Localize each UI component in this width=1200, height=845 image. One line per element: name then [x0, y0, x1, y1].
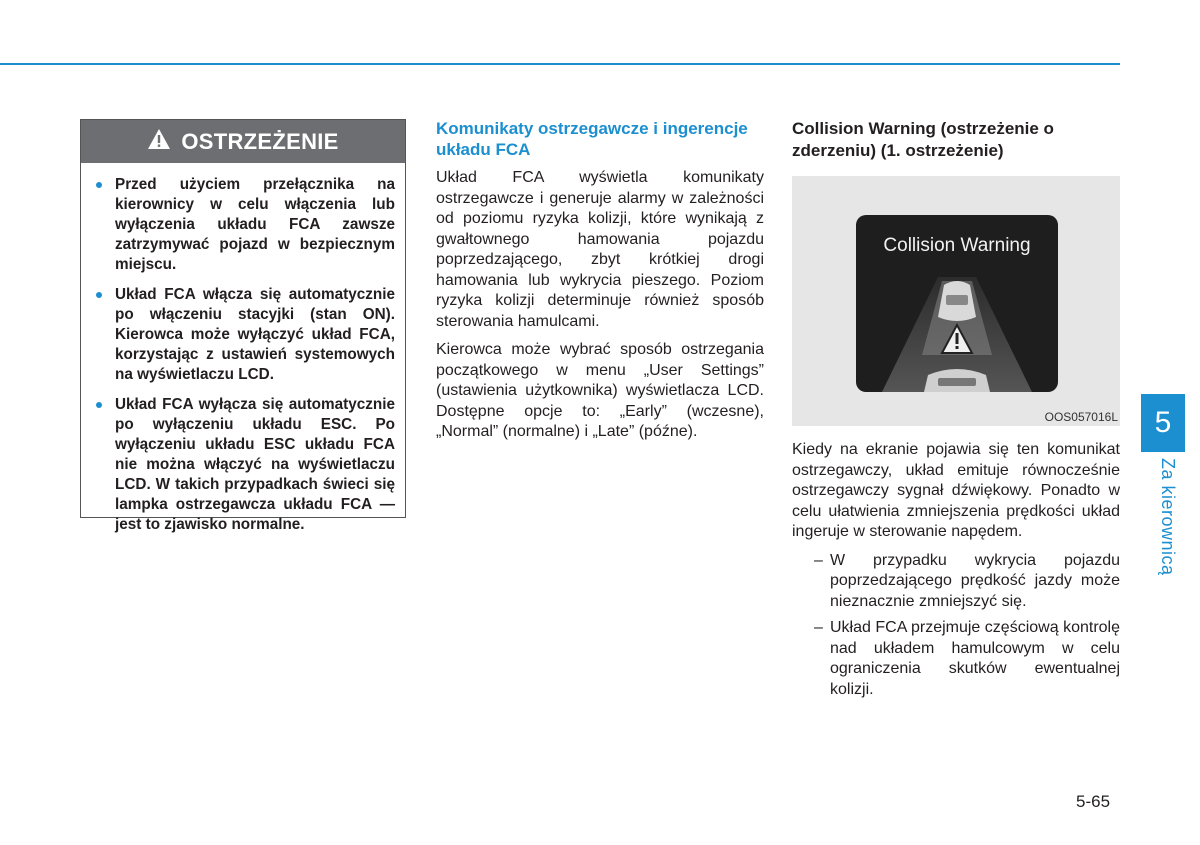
warning-item: Przed użyciem przełącznika na kierownicy w celu włączenia lub wyłączenia układu FCA zawsze zatrzymywać pojazd w bezpiecznym miejscu. [95, 175, 395, 275]
section-heading: Komunikaty ostrzegawcze i ingerencje układu FCA [436, 119, 748, 159]
middle-column [436, 118, 764, 451]
body-paragraph: Kierowca może wybrać sposób ostrzegania początkowego w menu „User Settings” (ustawienia użytkownika) wyświetlacza LCD. Dostępne opcje to: „Early” (wczesne), „Normal” (normalne) i „Late” (późne). [436, 341, 764, 440]
chapter-tab: 5 [1141, 394, 1185, 452]
chapter-label: Za kierownicą [1158, 458, 1178, 576]
list-item: – W przypadku wykrycia pojazdu poprzedzającego prędkość jazdy może nieznacznie zmniejszyć się. [814, 551, 1120, 613]
display-message: Collision Warning [883, 235, 1031, 256]
road-scene-illustration [856, 215, 1058, 392]
cluster-display [856, 215, 1058, 392]
right-column [792, 118, 1120, 706]
header-rule [0, 63, 1120, 65]
list-item: – Układ FCA przejmuje częściową kontrolę nad układem hamulcowym w celu ograniczenia skutków ewentualnej kolizji. [814, 618, 1120, 700]
collision-warning-figure [792, 176, 1120, 426]
warning-item: Układ FCA włącza się automatycznie po włączeniu stacyjki (stan ON). Kierowca może wyłączyć układ FCA, korzystając z ustawień systemowych na wyświetlaczu LCD. [95, 285, 395, 385]
warning-header [81, 120, 405, 163]
warning-item: Układ FCA wyłącza się automatycznie po wyłączeniu układu ESC. Po wyłączeniu układu ESC układu FCA nie można włączyć na wyświetlaczu LCD. W takich przypadkach świeci się lampka ostrzegawcza układu FCA — jest to zjawisko normalne. [95, 395, 395, 535]
warning-triangle-icon [147, 128, 171, 155]
warning-list [81, 163, 405, 535]
warning-title: OSTRZEŻENIE [181, 128, 339, 154]
body-paragraph: Układ FCA wyświetla komunikaty ostrzegawcze i generuje alarmy w zależności od poziomu ryzyka kolizji, które wynikają z gwałtownego hamowania pojazdu poprzedzającego, zbyt krótkiej drogi hamowania lub wykrycia pieszego. Poziom ryzyka kolizji determinuje również sposób sterowania hamulcami. [436, 169, 764, 330]
figure-code: OOS057016L [1044, 410, 1118, 424]
warning-box [80, 119, 406, 533]
body-paragraph: Kiedy na ekranie pojawia się ten komunikat ostrzegawczy, układ emituje równocześnie ostrzegawczy sygnał dźwiękowy. Ponadto w celu ułatwienia zmniejszenia prędkości układ ingeruje w sterowanie napędem. [792, 441, 1120, 540]
subsection-heading: Collision Warning (ostrzeżenie o zderzeniu) (1. ostrzeżenie) [792, 119, 1054, 160]
dash-list [792, 551, 1120, 701]
page-number: 5-65 [1076, 792, 1111, 811]
